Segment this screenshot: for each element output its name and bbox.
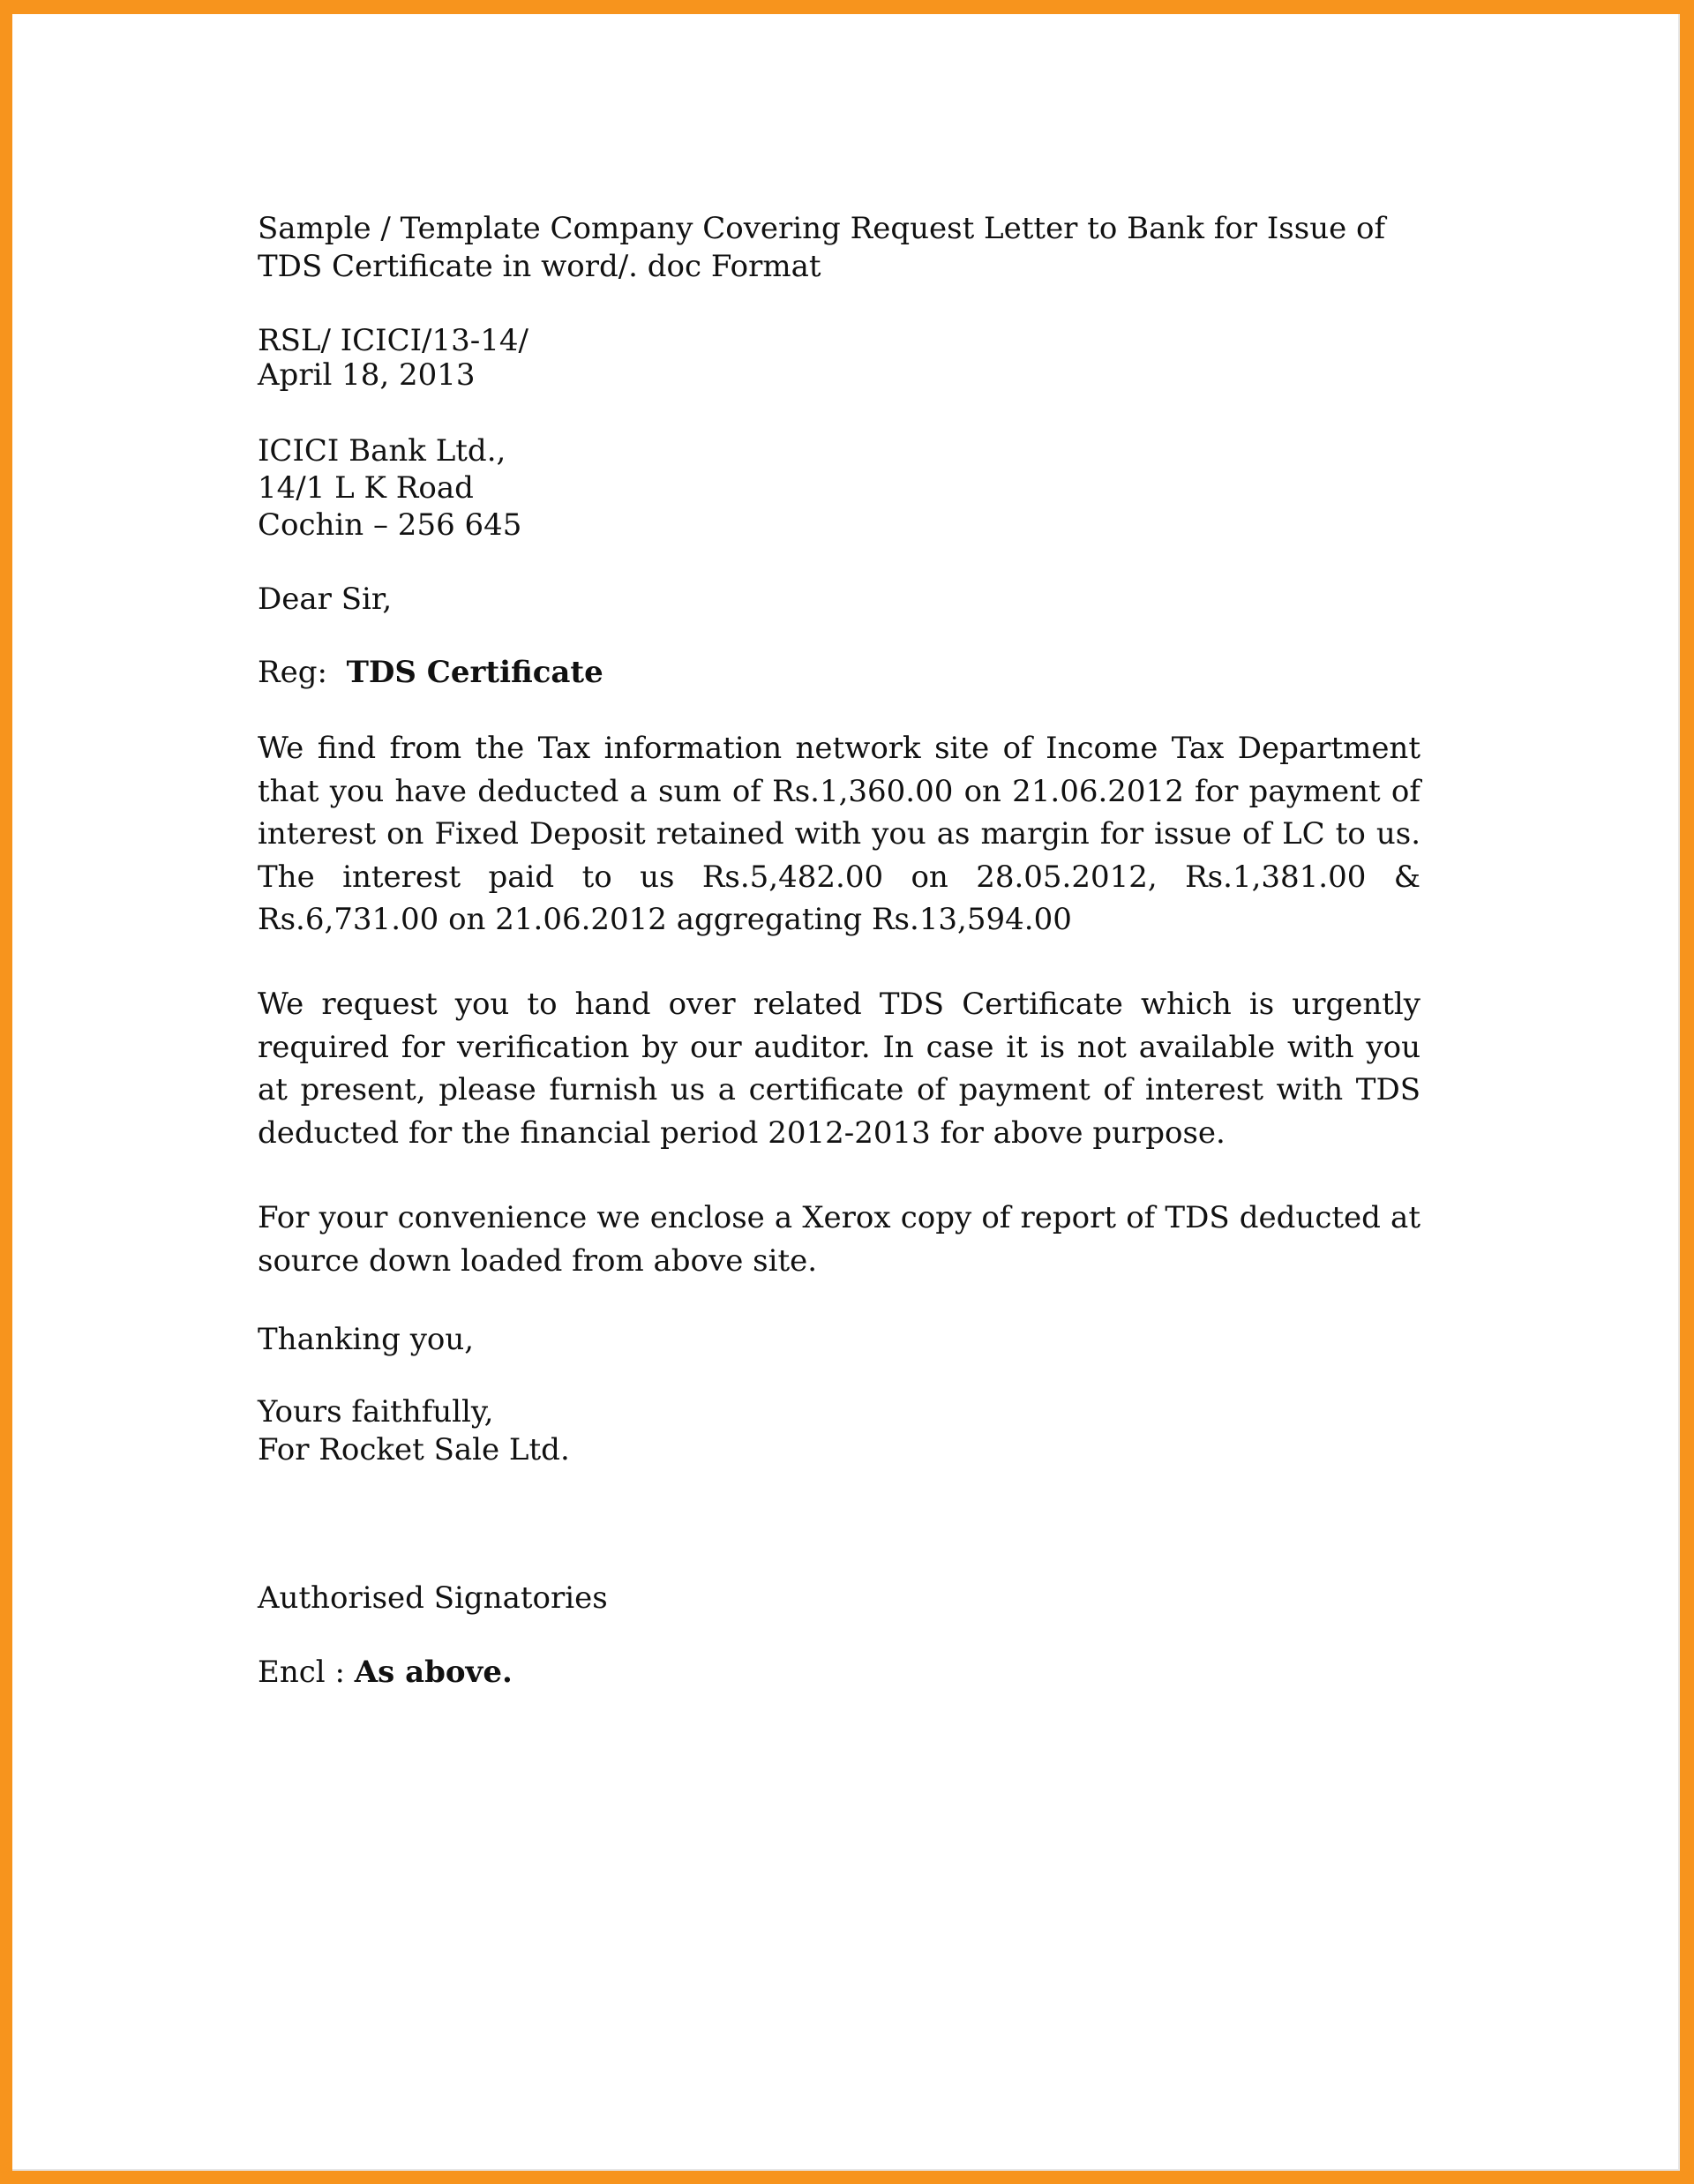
recipient-line-1: ICICI Bank Ltd., (258, 433, 506, 469)
recipient-line-2: 14/1 L K Road (258, 470, 474, 506)
closing-thanks: Thanking you, (258, 1322, 475, 1357)
subject-value: TDS Certificate (346, 655, 603, 690)
enclosure-line (258, 1654, 513, 1692)
subject-line (258, 654, 603, 692)
recipient-line-3: Cochin – 256 645 (258, 507, 522, 543)
body-paragraph-1: We find from the Tax information network site of Income Tax Department that you have deducted a sum of Rs.1,360.00 on 21.06.2012 for payment of interest on Fixed Deposit retained with you as margin for issue of LC to us. The interest paid to us Rs.5,482.00 on 28.05.2012, Rs.1,381.00 & Rs.6,731.00 on 21.06.2012 aggregating Rs.13,594.00 (258, 731, 1420, 937)
enclosure-label: Encl : (258, 1655, 345, 1690)
body-paragraph-3: For your convenience we enclose a Xerox copy of report of TDS deducted at source down loaded from above site. (258, 1200, 1420, 1279)
letter-date: April 18, 2013 (258, 357, 476, 393)
closing-valediction: Yours faithfully, (258, 1394, 494, 1430)
enclosure-value: As above. (354, 1655, 513, 1690)
salutation: Dear Sir, (258, 582, 393, 617)
closing-signatory: Authorised Signatories (258, 1580, 608, 1616)
reference-number: RSL/ ICICI/13-14/ (258, 323, 528, 358)
body-paragraph-2: We request you to hand over related TDS Certificate which is urgently required for verification by our auditor. In case it is not available with you at present, please furnish us a certificate of payment of interest with TDS deducted for the financial period 2012-2013 for above purpose. (258, 987, 1420, 1151)
closing-company: For Rocket Sale Ltd. (258, 1432, 570, 1467)
document-title: Sample / Template Company Covering Request Letter to Bank for Issue of TDS Certificate in word/. doc Format (258, 211, 1386, 284)
subject-label: Reg: (258, 655, 327, 690)
